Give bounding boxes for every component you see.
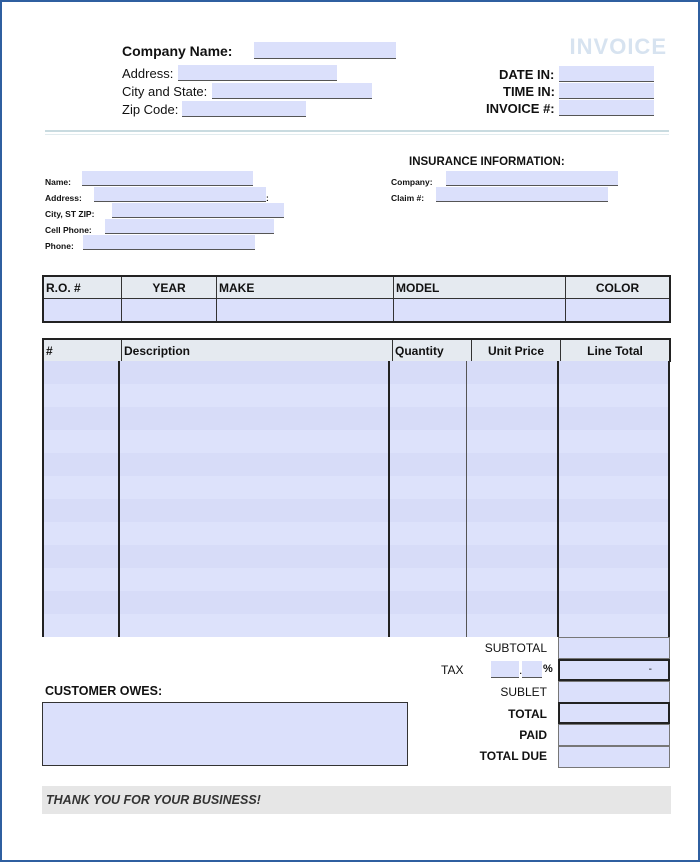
customer-phone-field[interactable]	[83, 235, 255, 250]
header-ro-number: R.O. #	[43, 276, 122, 299]
insurance-heading: INSURANCE INFORMATION:	[409, 156, 565, 168]
customer-name-label: Name:	[45, 177, 71, 187]
company-name-label: Company Name:	[122, 43, 233, 59]
invoice-number-field[interactable]	[559, 100, 654, 116]
date-in-field[interactable]	[559, 66, 654, 82]
tax-rate-decimal-field[interactable]	[522, 661, 542, 678]
item-row[interactable]	[42, 614, 670, 637]
column-divider	[118, 361, 120, 637]
claim-number-field[interactable]	[436, 187, 608, 202]
tax-rate-whole-field[interactable]	[491, 661, 519, 678]
sublet-label: SUBLET	[500, 685, 547, 699]
header-color: COLOR	[566, 276, 671, 299]
column-divider	[466, 361, 467, 637]
item-row[interactable]	[42, 499, 670, 522]
subtotal-field[interactable]	[558, 637, 670, 659]
item-row[interactable]	[42, 522, 670, 545]
model-cell[interactable]	[394, 299, 566, 323]
item-row[interactable]	[42, 545, 670, 568]
customer-phone-label: Phone:	[45, 241, 74, 251]
invoice-title: INVOICE	[569, 34, 667, 59]
items-header-row	[43, 339, 670, 362]
item-row[interactable]	[42, 591, 670, 614]
tax-percent-symbol: %	[543, 663, 553, 675]
time-in-label: TIME IN:	[503, 84, 555, 99]
customer-city-zip-field[interactable]	[112, 203, 284, 218]
header-description: Description	[122, 339, 393, 362]
item-row[interactable]	[42, 476, 670, 499]
item-row[interactable]	[42, 453, 670, 476]
items-table-header	[42, 338, 671, 362]
insurance-company-label: Company:	[391, 177, 433, 187]
customer-cell-field[interactable]	[105, 219, 274, 234]
paid-label: PAID	[519, 728, 547, 742]
header-quantity: Quantity	[393, 339, 472, 362]
total-label: TOTAL	[508, 707, 547, 721]
item-row[interactable]	[42, 568, 670, 591]
tax-amount-value: -	[648, 664, 652, 675]
customer-owes-field[interactable]	[42, 702, 408, 766]
vehicle-table	[42, 275, 671, 323]
company-name-field[interactable]	[254, 42, 396, 59]
item-row[interactable]	[42, 430, 670, 453]
tax-rate-dot: .	[519, 663, 523, 677]
customer-cell-label: Cell Phone:	[45, 225, 92, 235]
total-due-field[interactable]	[558, 746, 670, 768]
header-unit-price: Unit Price	[472, 339, 561, 362]
sublet-field[interactable]	[558, 681, 670, 703]
city-state-field[interactable]	[212, 83, 372, 99]
column-divider	[557, 361, 559, 637]
items-table-body	[42, 361, 670, 637]
subtotal-label: SUBTOTAL	[484, 641, 547, 655]
customer-address-suffix: :	[266, 193, 269, 203]
zip-code-field[interactable]	[182, 101, 306, 117]
header-item-number: #	[43, 339, 122, 362]
date-in-label: DATE IN:	[499, 67, 555, 82]
make-cell[interactable]	[217, 299, 394, 323]
company-address-label: Address:	[122, 66, 174, 81]
vehicle-data-row	[43, 299, 670, 323]
column-divider	[42, 361, 44, 637]
header-divider-secondary	[45, 134, 669, 135]
header-model: MODEL	[394, 276, 566, 299]
item-row[interactable]	[42, 361, 670, 384]
header-make: MAKE	[217, 276, 394, 299]
customer-owes-label: CUSTOMER OWES:	[45, 684, 163, 698]
column-divider	[668, 361, 670, 637]
tax-amount-field[interactable]	[558, 659, 670, 681]
header-divider	[45, 130, 669, 132]
total-field[interactable]	[558, 702, 670, 724]
header-year: YEAR	[122, 276, 217, 299]
total-due-label: TOTAL DUE	[479, 749, 547, 763]
company-address-field[interactable]	[178, 65, 337, 81]
customer-name-field[interactable]	[82, 171, 253, 186]
insurance-company-field[interactable]	[446, 171, 618, 186]
thank-you-message: THANK YOU FOR YOUR BUSINESS!	[46, 793, 261, 807]
color-cell[interactable]	[566, 299, 671, 323]
invoice-number-label: INVOICE #:	[486, 101, 555, 116]
year-cell[interactable]	[122, 299, 217, 323]
ro-number-cell[interactable]	[43, 299, 122, 323]
item-row[interactable]	[42, 407, 670, 430]
vehicle-header-row	[43, 276, 670, 299]
zip-code-label: Zip Code:	[122, 102, 179, 117]
customer-address-label: Address:	[45, 193, 82, 203]
header-line-total: Line Total	[561, 339, 671, 362]
customer-city-zip-label: City, ST ZIP:	[45, 209, 95, 219]
paid-field[interactable]	[558, 724, 670, 746]
tax-label: TAX	[441, 663, 464, 677]
city-state-label: City and State:	[122, 84, 208, 99]
claim-number-label: Claim #:	[391, 193, 425, 203]
time-in-field[interactable]	[559, 83, 654, 99]
column-divider	[388, 361, 390, 637]
item-row[interactable]	[42, 384, 670, 407]
footer-bar	[42, 786, 671, 814]
customer-address-field[interactable]	[94, 187, 266, 202]
